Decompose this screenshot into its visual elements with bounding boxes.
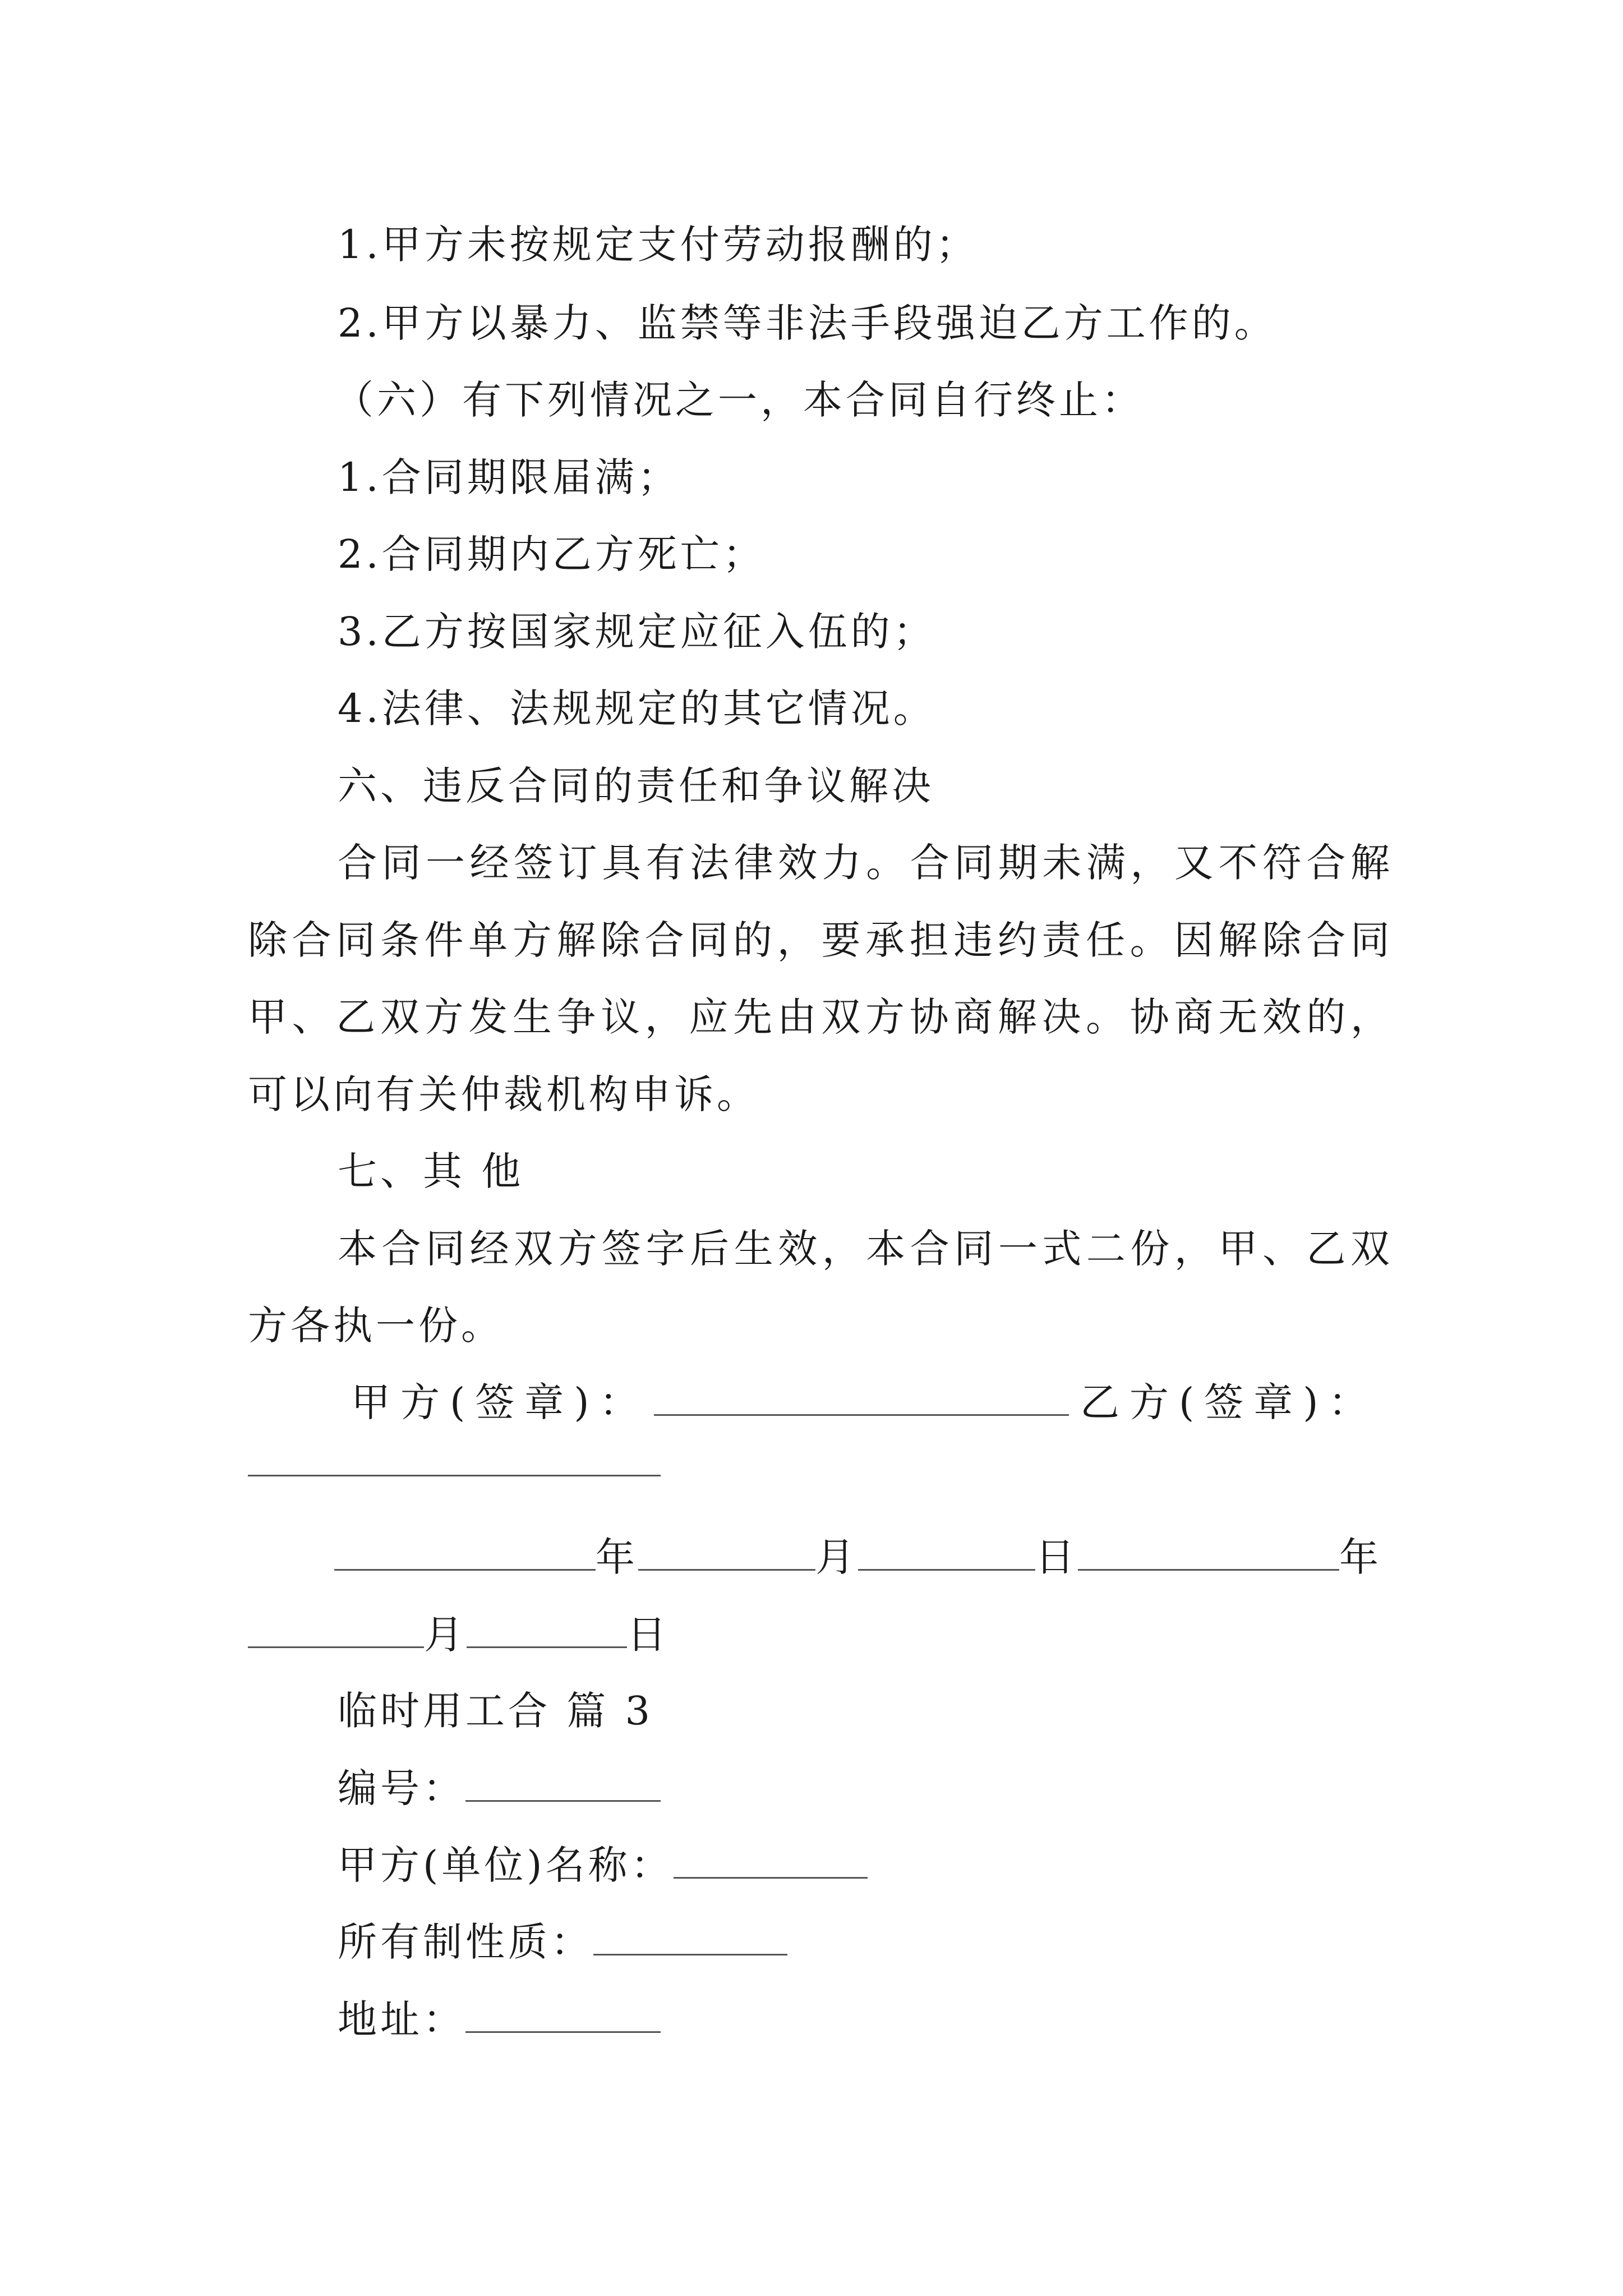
address-row — [338, 1993, 661, 2046]
unit-name-label: 甲方(单位)名称： — [338, 1842, 674, 1888]
ownership-label: 所有制性质： — [338, 1919, 593, 1965]
party-b-signature-label: 乙方(签章)： — [1080, 1379, 1378, 1425]
address-field[interactable] — [465, 1995, 661, 2033]
clause-line: 2.甲方以暴力、监禁等非法手段强迫乙方工作的。 — [338, 300, 1277, 346]
year-field-a[interactable] — [334, 1533, 596, 1571]
day-field-a[interactable] — [858, 1533, 1035, 1571]
party-a-signature-field-wrap — [654, 1375, 1069, 1429]
day-field-b[interactable] — [467, 1611, 627, 1648]
party-a-signature-label: 甲方(签章)： — [351, 1379, 649, 1425]
clause-line: 2.合同期内乙方死亡； — [338, 531, 766, 577]
ownership-field[interactable] — [593, 1918, 787, 1955]
section-heading: 六、违反合同的责任和争议解决 — [338, 763, 934, 809]
number-label: 编号： — [338, 1765, 465, 1811]
paragraph-line: 除合同条件单方解除合同的，要承担违约责任。因解除合同 — [248, 917, 1392, 963]
paragraph-line: 方各执一份。 — [248, 1303, 504, 1349]
date-row-a — [334, 1530, 1382, 1584]
year-field-b[interactable] — [1078, 1533, 1339, 1571]
day-label: 日 — [627, 1612, 670, 1658]
month-label: 月 — [815, 1534, 858, 1580]
year-label: 年 — [596, 1534, 638, 1580]
party-b-signature-field[interactable] — [248, 1439, 661, 1476]
party-a-signature-field[interactable] — [654, 1378, 1069, 1416]
date-row-b — [248, 1608, 670, 1662]
section-title: 临时用工合 篇 3 — [338, 1688, 654, 1734]
number-row — [338, 1761, 661, 1815]
month-field-b[interactable] — [248, 1611, 424, 1648]
section-heading — [338, 1144, 524, 1198]
clause-heading: （六）有下列情况之一，本合同自行终止： — [334, 377, 1144, 423]
clause-line: 1.合同期限届满； — [338, 454, 680, 500]
unit-row — [338, 1838, 868, 1892]
section-heading-text: 七、其 他 — [338, 1148, 524, 1194]
paragraph-line: 合同一经签订具有法律效力。合同期未满，又不符合解 — [338, 840, 1392, 886]
paragraph-line: 可以向有关仲裁机构申诉。 — [248, 1071, 759, 1117]
clause-line: 4.法律、法规规定的其它情况。 — [338, 685, 936, 731]
party-b-signature-field-wrap — [248, 1436, 661, 1490]
paragraph-line: 甲、乙双方发生争议，应先由双方协商解决。协商无效的， — [248, 994, 1392, 1040]
ownership-row — [338, 1915, 787, 1969]
number-field[interactable] — [465, 1764, 661, 1802]
clause-line: 1.甲方未按规定支付劳动报酬的； — [338, 222, 979, 268]
paragraph-line: 本合同经双方签字后生效，本合同一式二份，甲、乙双 — [338, 1226, 1392, 1272]
clause-line: 3.乙方按国家规定应征入伍的； — [338, 609, 936, 655]
address-label: 地址： — [338, 1996, 465, 2042]
unit-name-field[interactable] — [674, 1841, 868, 1879]
month-field-a[interactable] — [638, 1533, 815, 1571]
month-label: 月 — [424, 1612, 467, 1658]
year-label: 年 — [1339, 1534, 1382, 1580]
day-label: 日 — [1035, 1534, 1078, 1580]
